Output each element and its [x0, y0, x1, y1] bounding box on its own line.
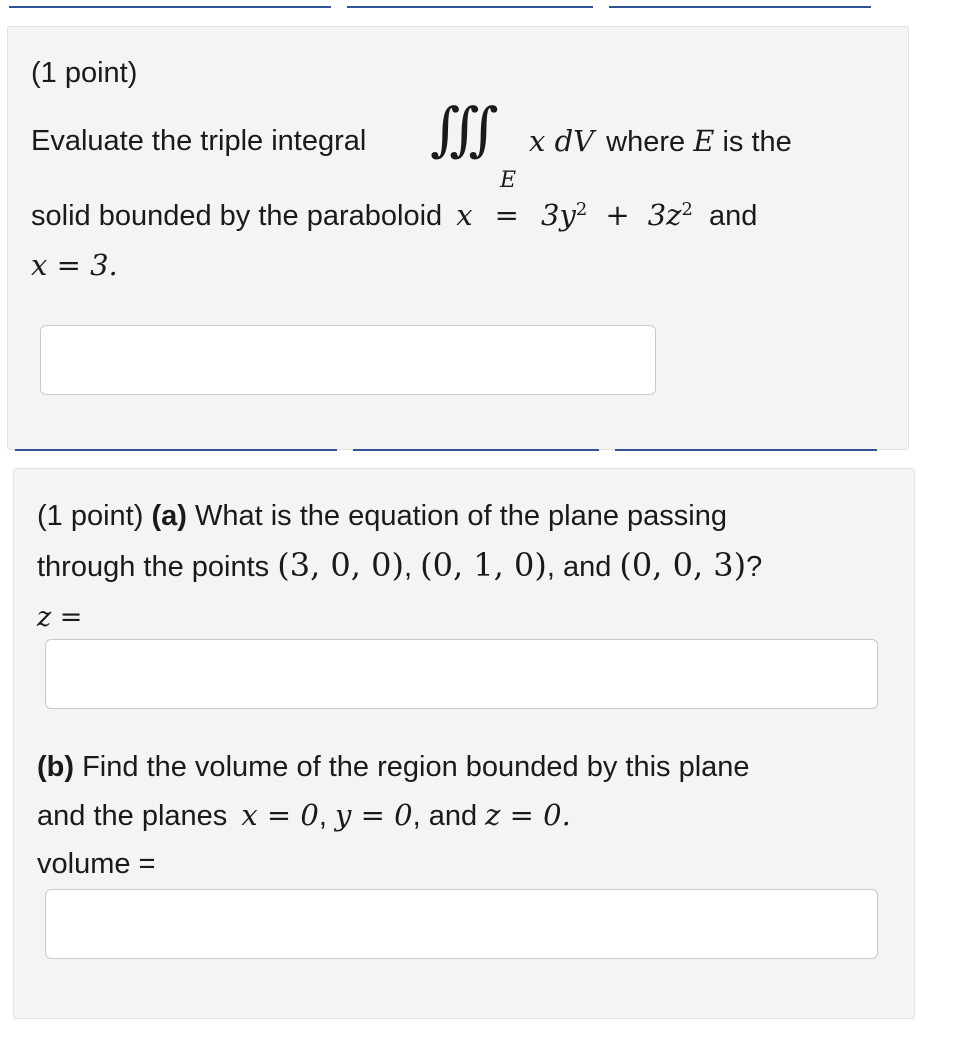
eq-y-zero: y = 0	[335, 798, 413, 832]
eq-z-zero: z = 0.	[485, 798, 571, 832]
part-b-label: (b)	[37, 751, 75, 783]
problem-1-answer-input[interactable]	[40, 325, 656, 395]
problem-1-line-3: x = 3.	[31, 248, 118, 282]
point-3: (0, 0, 3)	[619, 546, 747, 584]
exp-2: 2	[681, 199, 693, 221]
plus-sign: +	[605, 198, 630, 232]
part-b-text: Find the volume of the region bounded by this plane	[82, 751, 750, 783]
problem-2-line-2	[37, 546, 763, 584]
triple-integral-symbol: ∭	[430, 95, 483, 163]
planes-text: and the planes	[37, 800, 228, 832]
term-2: 3z	[647, 198, 682, 232]
problem-2-line-1	[37, 502, 727, 531]
volume-input[interactable]	[45, 889, 878, 959]
integrand: x dV	[529, 124, 595, 158]
part-b-line-2	[37, 798, 571, 832]
plane-equation-input[interactable]	[45, 639, 878, 709]
problem-1-intro: Evaluate the triple integral	[31, 125, 367, 157]
question-mark: ?	[746, 551, 763, 583]
eq-sign: =	[494, 198, 519, 232]
exp-1: 2	[575, 199, 588, 221]
integral-region-subscript: E	[500, 168, 517, 193]
points-text: through the points	[37, 551, 270, 583]
comma-1: ,	[403, 551, 413, 583]
eq-x-zero: x = 0	[241, 798, 319, 832]
and-text-2: and	[562, 551, 612, 583]
problem-1-points: (1 point)	[31, 57, 138, 89]
tab-underline-2	[347, 6, 593, 8]
problem-2-points: (1 point)	[37, 500, 144, 532]
and-text-3: and	[428, 800, 478, 832]
term-1: 3y	[541, 198, 576, 232]
part-a-label: (a)	[151, 500, 187, 532]
where-text: where	[606, 126, 686, 158]
tab-underline-5	[353, 449, 599, 451]
comma-3: ,	[318, 800, 327, 832]
tab-underline-4	[15, 449, 337, 451]
problem-1-line-2	[31, 198, 758, 232]
part-b-line-1	[37, 753, 750, 782]
comma-4: ,	[412, 800, 421, 832]
tab-underline-3	[609, 6, 871, 8]
region-E: E	[693, 124, 715, 158]
problem-1-line-1b	[529, 124, 792, 158]
line2-text: solid bounded by the paraboloid	[31, 200, 443, 232]
tab-underline-1	[9, 6, 331, 8]
eq-lhs: x	[456, 198, 473, 232]
comma-2: ,	[546, 551, 555, 583]
point-2: (0, 1, 0)	[420, 546, 547, 584]
problem-1-line-1	[31, 127, 366, 156]
part-a-text: What is the equation of the plane passing	[194, 500, 727, 532]
is-the-text: is the	[722, 126, 792, 158]
tab-underline-6	[615, 449, 877, 451]
point-1: (3, 0, 0)	[277, 546, 404, 584]
z-label: z =	[37, 602, 83, 633]
and-text: and	[708, 200, 758, 232]
volume-label: volume =	[37, 848, 156, 880]
